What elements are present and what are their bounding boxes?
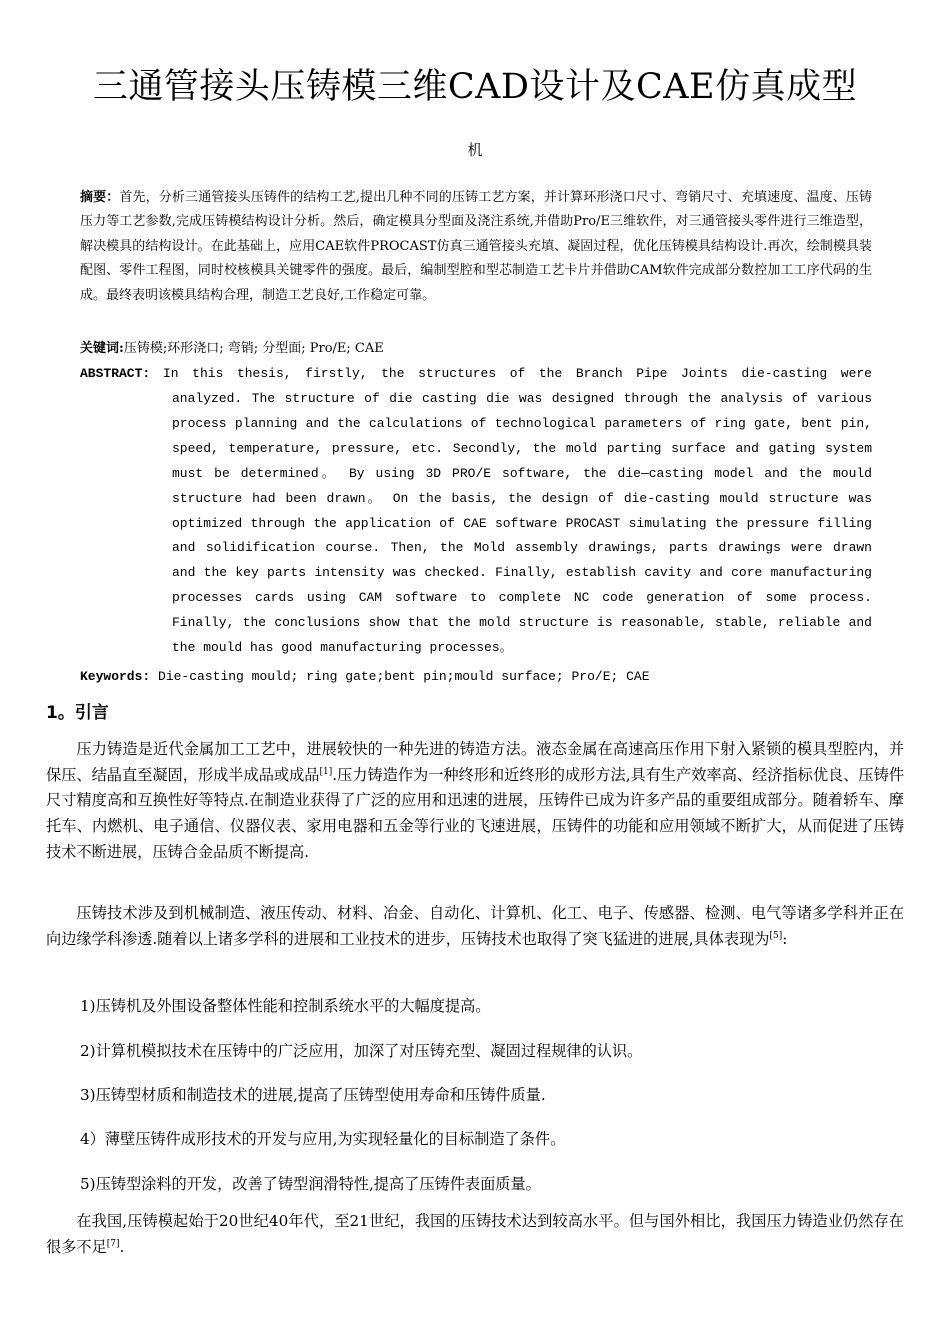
section-heading-intro: 1。引言 [46, 703, 109, 723]
list-item: 1)压铸机及外围设备整体性能和控制系统水平的大幅度提高。 [80, 997, 491, 1015]
list-item: 5)压铸型涂料的开发，改善了铸型润滑特性,提高了压铸件表面质量。 [80, 1175, 541, 1193]
citation-ref-5: [5] [769, 930, 783, 941]
list-item: 4）薄壁压铸件成形技术的开发与应用,为实现轻量化的目标制造了条件。 [80, 1130, 566, 1148]
abstract-cn-text: 首先，分析三通管接头压铸件的结构工艺,提出几种不同的压铸工艺方案，并计算环形浇口尺寸、弯销尺寸、充填速度、温度、压铸压力等工艺参数,完成压铸模结构设计分析。然后，确定模具分型面及浇注系统,并借助Pro/E三维软件，对三通管接头零件进行三维造型，解决模具的结构设计。在此基础上，应用CAE软件PROCAST仿真三通管接头充填、凝固过程，优化压铸模具结构设计.再次，绘制模具装配图、零件工程图，同时校核模具关键零件的强度。最后，编制型腔和型芯制造工艺卡片并借助CAM软件完成部分数控加工工序代码的生成。最终表明该模具结构合理，制造工艺良好,工作稳定可靠。 [80, 190, 872, 303]
list-item: 2)计算机模拟技术在压铸中的广泛应用，加深了对压铸充型、凝固过程规律的认识。 [80, 1042, 643, 1060]
intro-p3-text-a: 在我国,压铸模起始于20世纪40年代，至21世纪，我国的压铸技术达到较高水平。但与国外相比，我国压力铸造业仍然存在很多不足 [46, 1212, 904, 1256]
intro-p2-text-a: 压铸技术涉及到机械制造、液压传动、材料、冶金、自动化、计算机、化工、电子、传感器、检测、电气等诸多学科并正在向边缘学科渗透.随着以上诸多学科的进展和工业技术的进步，压铸技术也取得了突飞猛进的进展,具体表现为 [46, 904, 904, 948]
intro-p1-text-a: 压力铸造是近代金属加工工艺中，进展较快的一种先进的铸造方法。液态金属在高速高压作用下射入紧锁的模具型腔内，并保压、结晶直至凝固，形成半成品或成品 [46, 740, 904, 784]
intro-p2-text-b: : [782, 929, 788, 948]
intro-paragraph-1 [46, 737, 904, 866]
abstract-cn [80, 186, 872, 308]
intro-paragraph-3 [46, 1209, 904, 1260]
intro-p3-text-b: . [119, 1237, 125, 1256]
keywords-cn-label: 关键词: [80, 341, 124, 356]
paper-subtitle: 机 [467, 141, 483, 159]
keywords-cn-text: 压铸模;环形浇口; 弯销; 分型面; Pro/E; CAE [123, 341, 384, 356]
citation-ref-1: [1] [319, 766, 333, 777]
abstract-cn-label: 摘要： [80, 190, 120, 205]
citation-ref-7: [7] [106, 1238, 120, 1249]
abstract-en-first-line: In this thesis, firstly, the structures of the Branch Pipe Joints die-casting were [163, 366, 872, 381]
intro-p1-text-b: .压力铸造作为一种终形和近终形的成形方法,具有生产效率高、经济指标优良、压铸件尺寸精度高和互换性好等特点.在制造业获得了广泛的应用和迅速的进展，压铸件已成为许多产品的重要组成部分。随着轿车、摩托车、内燃机、电子通信、仪器仪表、家用电器和五金等行业的飞速进展，压铸件的功能和应用领域不断扩大，从而促进了压铸技术不断进展，压铸合金品质不断提高. [46, 765, 905, 861]
keywords-cn [80, 337, 872, 361]
intro-paragraph-2 [46, 901, 904, 952]
list-item: 3)压铸型材质和制造技术的进展,提高了压铸型使用寿命和压铸件质量. [80, 1086, 546, 1104]
keywords-en [80, 665, 872, 689]
keywords-en-text: Die-casting mould; ring gate;bent pin;mould surface; Pro/E; CAE [158, 669, 650, 684]
keywords-en-label: Keywords: [80, 669, 151, 684]
abstract-en-text: analyzed. The structure of die casting die was designed through the analysis of various process planning and the calculations of technological parameters of ring gate, bent pin, speed, temperature, pressure, etc. Secondly, the mold parting surface and gating system must be determined。 By using 3D PRO/E software, the die—casting model and the mould structure had been drawn。 On the basis, the design of die-casting mould structure was optimized through the application of CAE software PROCAST simulating the pressure filling and solidification course. Then, the Mold assembly drawings, parts drawings were drawn and the key parts intensity was checked. Finally, establish cavity and core manufacturing processes cards using CAM software to complete NC code generation of some process. Finally, the conclusions show that the mold structure is reasonable, stable, reliable and the mould has good manufacturing processes。 [172, 391, 872, 656]
abstract-en-label: ABSTRACT: [80, 366, 151, 381]
paper-title: 三通管接头压铸模三维CAD设计及CAE仿真成型 [92, 67, 858, 107]
